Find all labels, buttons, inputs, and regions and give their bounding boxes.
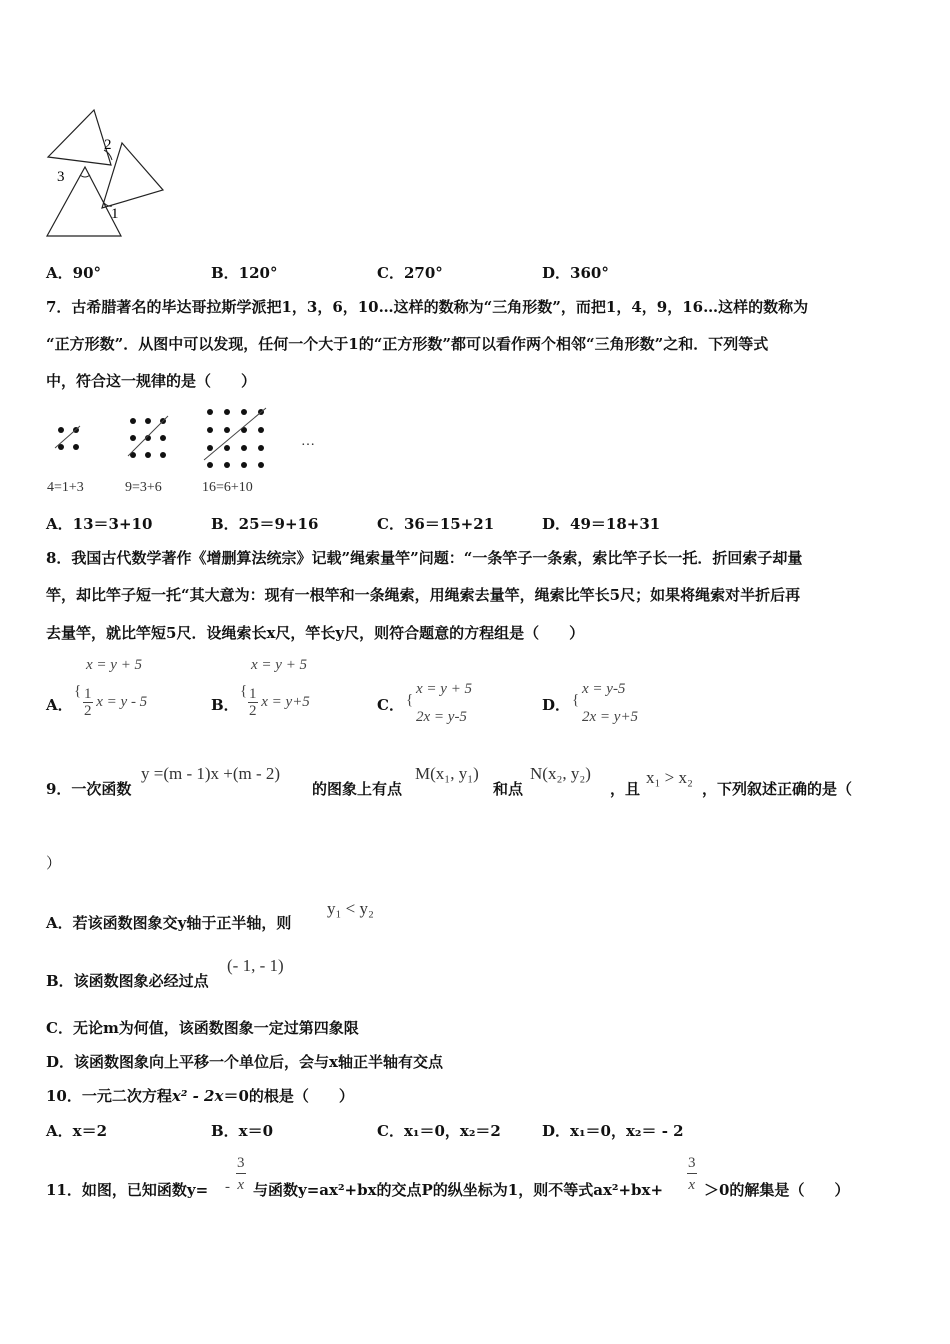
- q9-option-c[interactable]: C．无论m为何值，该函数图象一定过第四象限: [46, 1019, 359, 1037]
- q10-stem-math: x² - 2x: [171, 1087, 224, 1105]
- q9-option-d[interactable]: D．该函数图象向上平移一个单位后，会与x轴正半轴有交点: [46, 1053, 443, 1071]
- q8-a-frac: [83, 686, 147, 719]
- q7-stem-line1: 7．古希腊著名的毕达哥拉斯学派把1，3，6，10…这样的数称为“三角形数”，而把1，4，9，16…这样的数称为: [46, 298, 809, 316]
- q8-c-brace: {: [406, 692, 414, 708]
- q8-stem-line1: 8．我国古代数学著作《增删算法统宗》记载”绳索量竿”问题：“一条竿子一条索，索比竿子长一托．折回索子却量: [46, 549, 803, 567]
- q10-stem-a: 10．一元二次方程: [46, 1087, 172, 1105]
- q9-stem-p2: 的图象上有点: [312, 780, 403, 798]
- triangle-top: [48, 110, 111, 165]
- q8-c-eq1: x = y + 5: [416, 681, 473, 697]
- dot-caption-2: 9=3+6: [125, 480, 162, 495]
- q9-option-b[interactable]: B．该函数图象必经过点: [46, 972, 209, 990]
- q8-a-eq1: x = y + 5: [86, 657, 143, 673]
- q8-b-eq2: x = y+5: [261, 693, 310, 710]
- q9-option-a-math: y₁ < y₂: [327, 899, 374, 918]
- q8-a-frac-den: 2: [84, 703, 92, 719]
- q7-option-d[interactable]: D．49＝18+31: [542, 515, 661, 533]
- dot-pattern-figure: [40, 400, 340, 500]
- q10-option-b[interactable]: B．x＝0: [211, 1122, 274, 1140]
- q8-a-frac-num: 1: [84, 686, 92, 702]
- q10-option-c[interactable]: C．x₁＝0，x₂＝2: [377, 1122, 501, 1140]
- q8-d-eq1: x = y-5: [582, 681, 626, 697]
- q6-option-a[interactable]: A．90°: [46, 264, 102, 282]
- q9-option-a[interactable]: A．若该函数图象交y轴于正半轴，则: [46, 914, 292, 932]
- q7-option-b[interactable]: B．25＝9+16: [211, 515, 319, 533]
- q8-b-frac-den: 2: [249, 703, 257, 719]
- q10-stem: [46, 1085, 354, 1106]
- q8-stem-line2: 竿，却比竿子短一托“其大意为：现有一根竿和一条绳索，用绳索去量竿，绳索比竿长5尺；如果将绳索对半折后再: [46, 586, 801, 604]
- q10-stem-b: ＝0的根是（ ）: [223, 1087, 354, 1105]
- q8-b-eq1: x = y + 5: [251, 657, 308, 673]
- q9-formula: y =(m - 1)x +(m - 2): [141, 764, 281, 783]
- q8-b-brace: {: [240, 683, 248, 699]
- q7-stem-line2: “正方形数”．从图中可以发现，任何一个大于1的“正方形数”都可以看作两个相邻“三角形数”之和．下列等式: [46, 335, 769, 353]
- q9-stem-p1: 9．一次函数: [46, 780, 132, 798]
- q9-point-n: N(x₂, y₂): [530, 764, 591, 783]
- q9-point-m: M(x₁, y₁): [415, 764, 479, 783]
- q9-option-b-math: (- 1, - 1): [227, 956, 284, 975]
- angle-label-1: 1: [111, 206, 119, 222]
- q11-stem-p1: 11．如图，已知函数y=: [46, 1181, 209, 1199]
- q8-b-frac-num: 1: [249, 686, 257, 702]
- q8-d-brace: {: [572, 692, 580, 708]
- q9-condition: x₁ > x₂: [646, 768, 693, 787]
- q11-frac1-num: 3: [237, 1155, 245, 1171]
- q6-option-c[interactable]: C．270°: [377, 264, 443, 282]
- q8-b-frac: [248, 686, 310, 719]
- q11-neg: -: [225, 1179, 230, 1195]
- q8-option-b[interactable]: B．: [211, 696, 239, 714]
- q8-a-brace: {: [74, 683, 82, 699]
- q8-a-eq2: x = y - 5: [96, 693, 148, 710]
- q9-stem-p4: ，且: [610, 780, 641, 798]
- dot-caption-1: 4=1+3: [47, 480, 84, 495]
- triangles-figure: [40, 105, 170, 240]
- angle-label-3: 3: [57, 169, 65, 185]
- q9-stem-p3: 和点: [493, 780, 524, 798]
- q11-frac1: [236, 1153, 246, 1196]
- q8-option-a[interactable]: A．: [46, 696, 73, 714]
- q11-frac2-den: x: [687, 1173, 697, 1196]
- q11-frac2: [687, 1153, 697, 1196]
- q10-option-d[interactable]: D．x₁＝0，x₂＝ - 2: [542, 1122, 684, 1140]
- q6-option-b[interactable]: B．120°: [211, 264, 278, 282]
- q11-frac1-den: x: [236, 1173, 246, 1196]
- q9-stem-close: ）: [46, 854, 62, 872]
- q6-option-d[interactable]: D．360°: [542, 264, 609, 282]
- dot-caption-3: 16=6+10: [202, 480, 253, 495]
- angle-label-2: 2: [104, 137, 112, 153]
- q11-frac2-num: 3: [688, 1155, 696, 1171]
- q8-c-eq2: 2x = y-5: [416, 709, 467, 725]
- q7-option-c[interactable]: C．36＝15+21: [377, 515, 495, 533]
- q8-option-c[interactable]: C．: [377, 696, 404, 714]
- q8-stem-line3: 去量竿，就比竿短5尺．设绳索长x尺，竿长y尺，则符合题意的方程组是（ ）: [46, 624, 585, 642]
- q7-option-a[interactable]: A．13＝3+10: [46, 515, 153, 533]
- q10-option-a[interactable]: A．x＝2: [46, 1122, 108, 1140]
- q7-stem-line3: 中，符合这一规律的是（ ）: [46, 372, 257, 390]
- dot-ellipsis: …: [301, 434, 315, 449]
- q9-stem-p5: ，下列叙述正确的是（: [702, 780, 853, 798]
- q8-d-eq2: 2x = y+5: [582, 709, 639, 725]
- q11-stem-p3: ＞0的解集是（ ）: [704, 1181, 850, 1199]
- q8-option-d[interactable]: D．: [542, 696, 571, 714]
- q11-stem-p2: 与函数y=ax²+bx的交点P的纵坐标为1，则不等式ax²+bx+: [253, 1181, 664, 1199]
